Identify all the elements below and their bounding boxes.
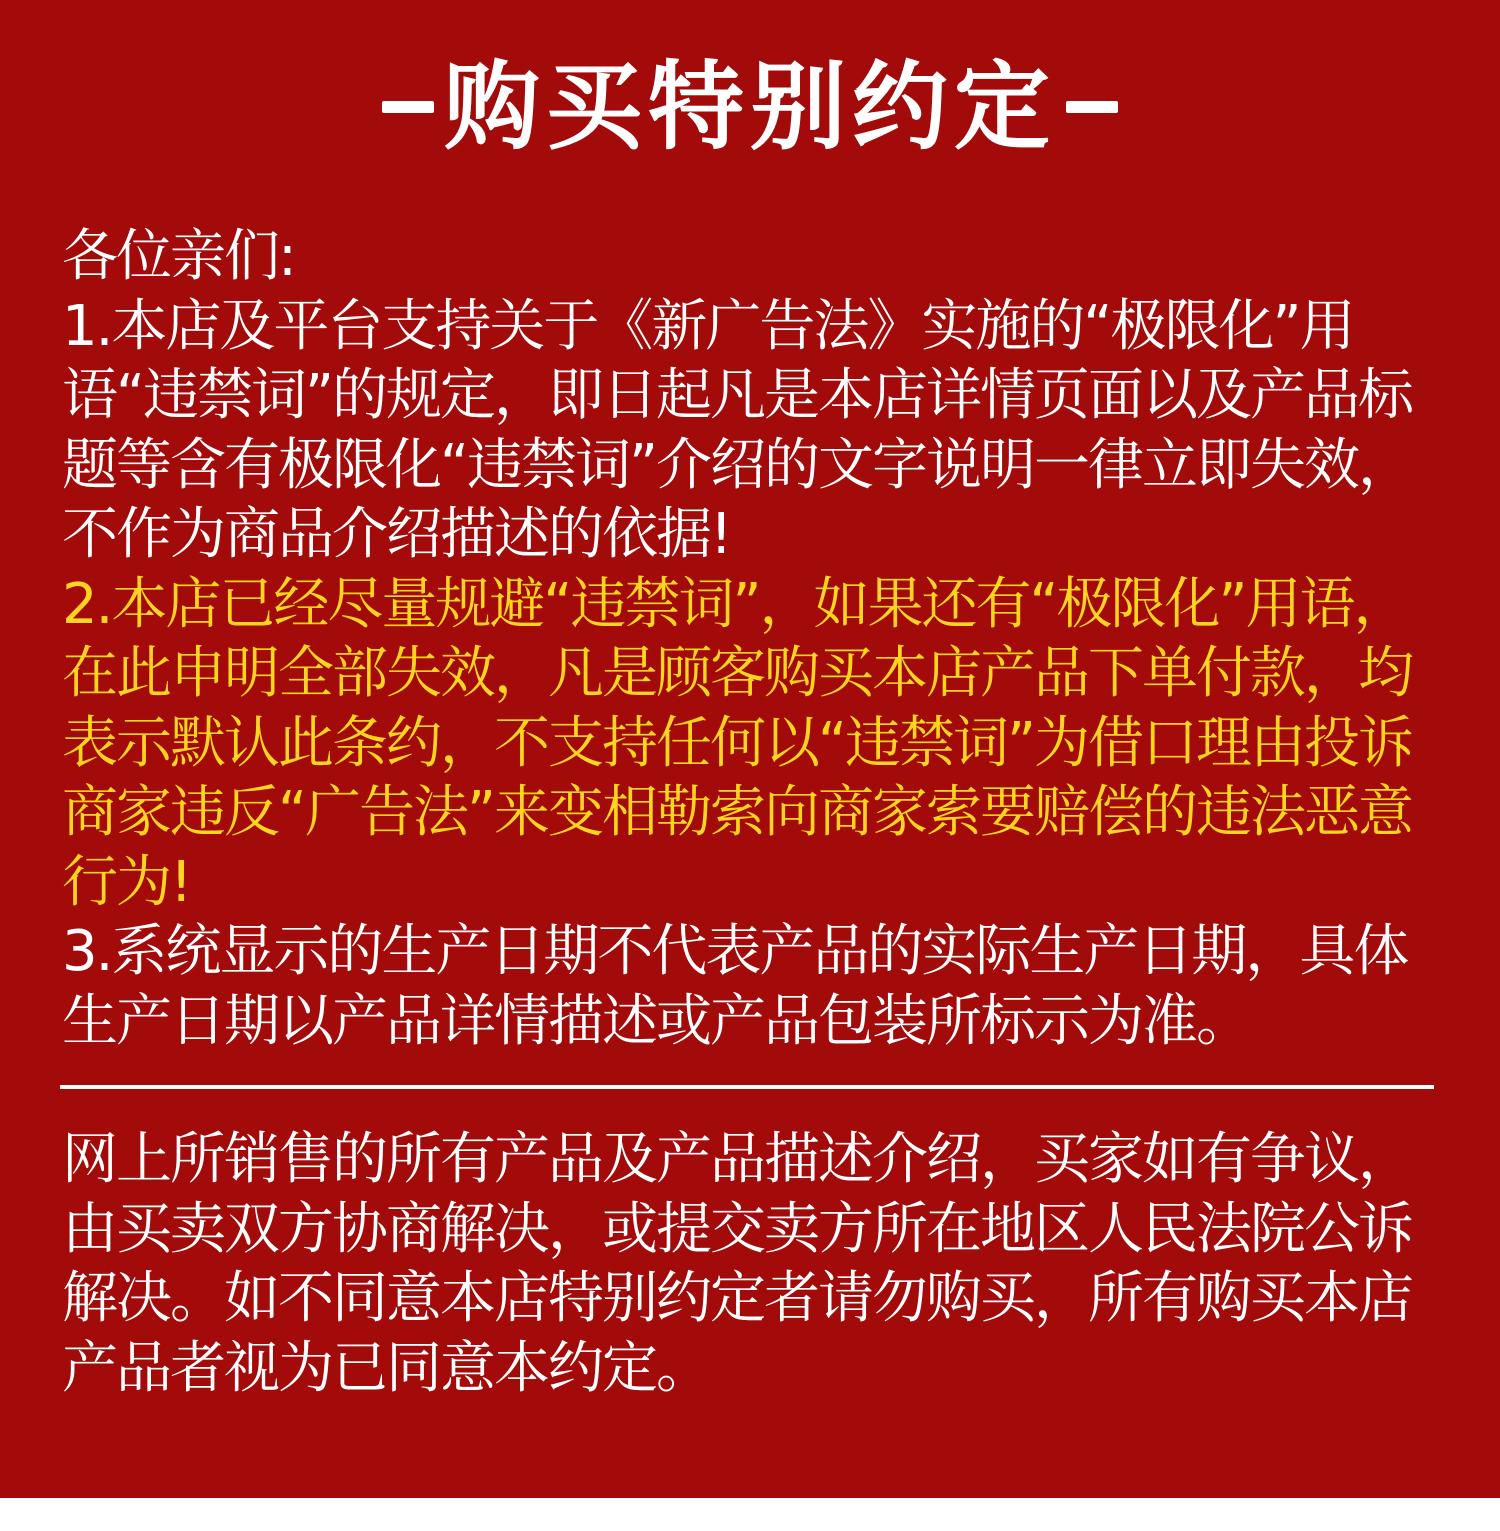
notice-item-3: 3.系统显示的生产日期不代表产品的实际生产日期，具体生产日期以产品详情描述或产品包装所标示为准。	[62, 919, 1408, 1054]
greeting: 各位亲们:	[62, 224, 295, 289]
notice-item-1: 1.本店及平台支持关于《新广告法》实施的“极限化”用语“违禁词”的规定，即日起凡是本店详情页面以及产品标题等含有极限化“违禁词”介绍的文字说明一律立即失效，不作为商品介绍描述的依据!	[62, 293, 1413, 567]
title-row	[0, 52, 1500, 162]
title-dash-left	[382, 101, 434, 113]
notice-item-2: 2.本店已经尽量规避“违禁词”，如果还有“极限化”用语，在此申明全部失效，凡是顾客购买本店产品下单付款，均表示默认此条约，不支持任何以“违禁词”为借口理由投诉商家违反“广告法”来变相勒索向商家索要赔偿的违法恶意行为!	[62, 571, 1413, 915]
divider	[60, 1085, 1434, 1089]
notice-body	[62, 222, 1440, 1056]
title-dash-right	[1066, 101, 1118, 113]
footer-notice	[62, 1125, 1440, 1403]
footer-text: 网上所销售的所有产品及产品描述介绍，买家如有争议，由买卖双方协商解决，或提交卖方所在地区人民法院公诉解决。如不同意本店特别约定者请勿购买，所有购买本店产品者视为已同意本约定。	[62, 1127, 1412, 1401]
page-title: 购买特别约定	[444, 51, 1056, 163]
